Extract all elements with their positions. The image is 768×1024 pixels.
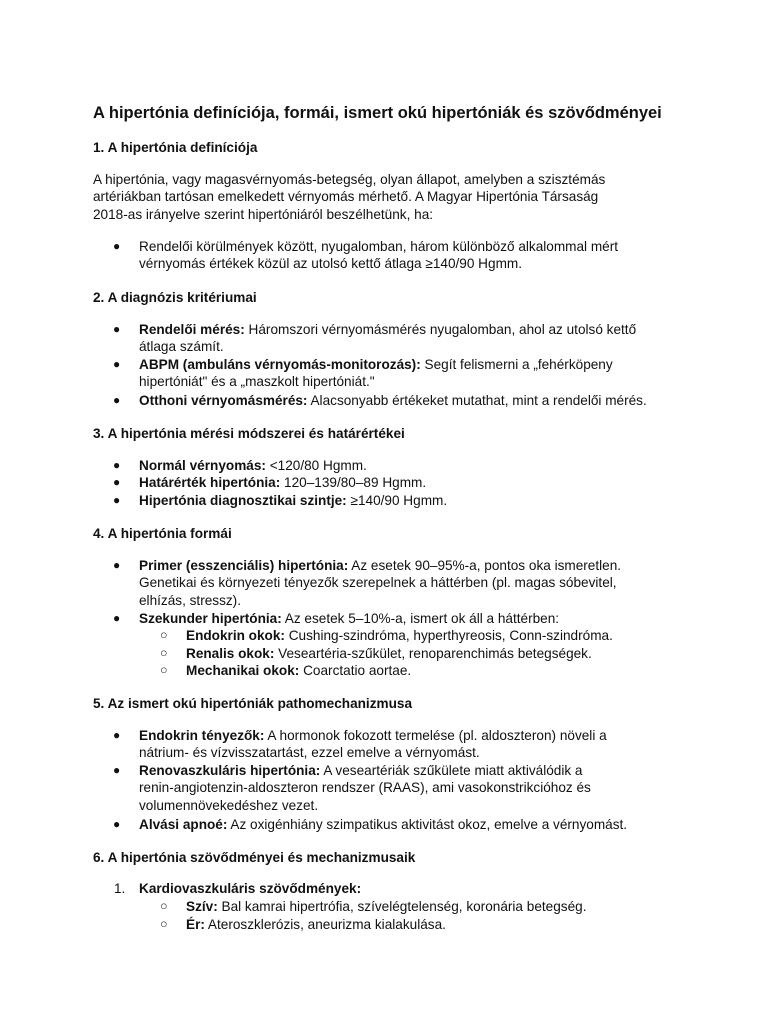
item-term: Határérték hipertónia: (139, 475, 281, 490)
item-text: volumennövekedéshez vezet. (139, 797, 319, 813)
bullet-icon: ● (113, 558, 121, 572)
item-text: Segít felismerni a „fehérköpeny (420, 357, 613, 372)
list-number: 1. (114, 881, 126, 896)
item-text: Az esetek 90–95%-a, pontos oka ismeretlen. (348, 558, 622, 573)
bullet-icon: ● (113, 763, 121, 777)
list-item (113, 762, 591, 814)
item-text: hipertóniát" és a „maszkolt hipertóniát." (139, 374, 375, 390)
numbered-list-item (114, 880, 362, 897)
list-item (113, 816, 628, 833)
intro-line: 2018-as irányelve szerint hipertóniáról beszélhetünk, ha: (93, 206, 434, 222)
intro-line: artériákban tartósan emelkedett vérnyomás mérhető. A Magyar Hipertónia Társaság (93, 189, 599, 205)
item-term: Primer (esszenciális) hipertónia: (139, 558, 349, 573)
section-heading-1: 1. A hipertónia definíciója (93, 140, 258, 155)
section-heading-3: 3. A hipertónia mérési módszerei és határértékei (93, 426, 405, 441)
section-heading-5: 5. Az ismert okú hipertóniák pathomechanizmusa (93, 696, 413, 711)
item-text: Háromszori vérnyomásmérés nyugalomban, ahol az utolsó kettő (244, 322, 637, 337)
item-term: Endokrin tényezők: (139, 728, 265, 743)
item-text: Cushing-szindróma, hyperthyreosis, Conn-szindróma. (284, 628, 613, 643)
circle-bullet-icon: ○ (160, 663, 168, 677)
sub-list-item (160, 898, 587, 915)
bullet-icon: ● (113, 239, 121, 253)
sub-list-item (160, 916, 446, 933)
item-term: Renovaszkuláris hipertónia: (139, 763, 321, 778)
list-item (113, 727, 607, 762)
item-text: 120–139/80–89 Hgmm. (280, 475, 427, 490)
list-item (113, 238, 619, 273)
circle-bullet-icon: ○ (160, 628, 168, 642)
item-text: <120/80 Hgmm. (265, 458, 367, 473)
sub-list-item (160, 645, 592, 662)
list-item (113, 356, 613, 391)
item-text: Coarctatio aortae. (299, 663, 412, 678)
item-text: renin-angiotenzin-aldoszteron rendszer (RAAS), ami vasokonstrikcióhoz és (139, 780, 591, 796)
item-text: Genetikai és környezeti tényezők szerepelnek a háttérben (pl. magas sóbevitel, (139, 575, 617, 591)
sub-list-item (160, 662, 412, 679)
item-term: Alvási apnoé: (139, 817, 228, 832)
item-text: átlaga számít. (139, 339, 224, 355)
bullet-icon: ● (113, 493, 121, 507)
item-text: Az esetek 5–10%-a, ismert ok áll a háttérben: (281, 611, 560, 626)
item-text: elhízás, stressz). (139, 592, 241, 608)
item-text: nátrium- és vízvisszatartást, ezzel emelve a vérnyomást. (139, 745, 480, 761)
item-term: Mechanikai okok: (186, 663, 300, 678)
item-term: Normál vérnyomás: (139, 458, 266, 473)
item-term: Szív: (186, 899, 218, 914)
sub-list-item (160, 627, 613, 644)
item-text: Rendelői körülmények között, nyugalomban, három különböző alkalommal mért (139, 239, 619, 254)
list-item (113, 321, 637, 356)
item-text: A hormonok fokozott termelése (pl. aldoszteron) növeli a (264, 728, 607, 743)
item-text: Ateroszklerózis, aneurizma kialakulása. (204, 917, 446, 932)
item-term: Rendelői mérés: (139, 322, 245, 337)
item-text: A veseartériák szűkülete miatt aktiválódik a (320, 763, 583, 778)
item-text: Bal kamrai hipertrófia, szívelégtelenség, koronária betegség. (217, 899, 587, 914)
section-heading-6: 6. A hipertónia szövődményei és mechanizmusaik (93, 850, 416, 865)
list-item (113, 610, 560, 627)
list-item (113, 474, 427, 491)
list-item (113, 492, 448, 509)
item-term: Ér: (186, 917, 205, 932)
item-text: vérnyomás értékek közül az utolsó kettő átlaga ≥140/90 Hgmm. (139, 256, 522, 272)
list-item (113, 457, 367, 474)
bullet-icon: ● (113, 611, 121, 625)
document-title: A hipertónia definíciója, formái, ismert okú hipertóniák és szövődményei (93, 104, 662, 122)
item-text: Veseartéria-szűkület, renoparenchimás betegségek. (274, 646, 592, 661)
section-1-intro (93, 171, 605, 223)
list-item (113, 557, 622, 609)
section-heading-2: 2. A diagnózis kritériumai (93, 290, 257, 305)
item-text: Alacsonyabb értékeket mutathat, mint a rendelői mérés. (307, 393, 647, 408)
item-term: Endokrin okok: (186, 628, 285, 643)
circle-bullet-icon: ○ (160, 899, 168, 913)
circle-bullet-icon: ○ (160, 646, 168, 660)
item-term: ABPM (ambuláns vérnyomás-monitorozás): (139, 357, 421, 372)
bullet-icon: ● (113, 393, 121, 407)
item-term: Otthoni vérnyomásmérés: (139, 393, 308, 408)
bullet-icon: ● (113, 357, 121, 371)
list-item (113, 392, 647, 409)
item-text: Az oxigénhiány szimpatikus aktivitást okoz, emelve a vérnyomást. (227, 817, 628, 832)
item-term: Kardiovaszkuláris szövődmények: (139, 881, 362, 896)
bullet-icon: ● (113, 728, 121, 742)
circle-bullet-icon: ○ (160, 917, 168, 931)
intro-line: A hipertónia, vagy magasvérnyomás-betegség, olyan állapot, amelyben a szisztémás (93, 172, 606, 187)
bullet-icon: ● (113, 475, 121, 489)
item-term: Hipertónia diagnosztikai szintje: (139, 493, 347, 508)
section-heading-4: 4. A hipertónia formái (93, 526, 232, 541)
bullet-icon: ● (113, 817, 121, 831)
bullet-icon: ● (113, 458, 121, 472)
item-text: ≥140/90 Hgmm. (346, 493, 448, 508)
item-term: Szekunder hipertónia: (139, 611, 282, 626)
item-term: Renalis okok: (186, 646, 275, 661)
bullet-icon: ● (113, 322, 121, 336)
